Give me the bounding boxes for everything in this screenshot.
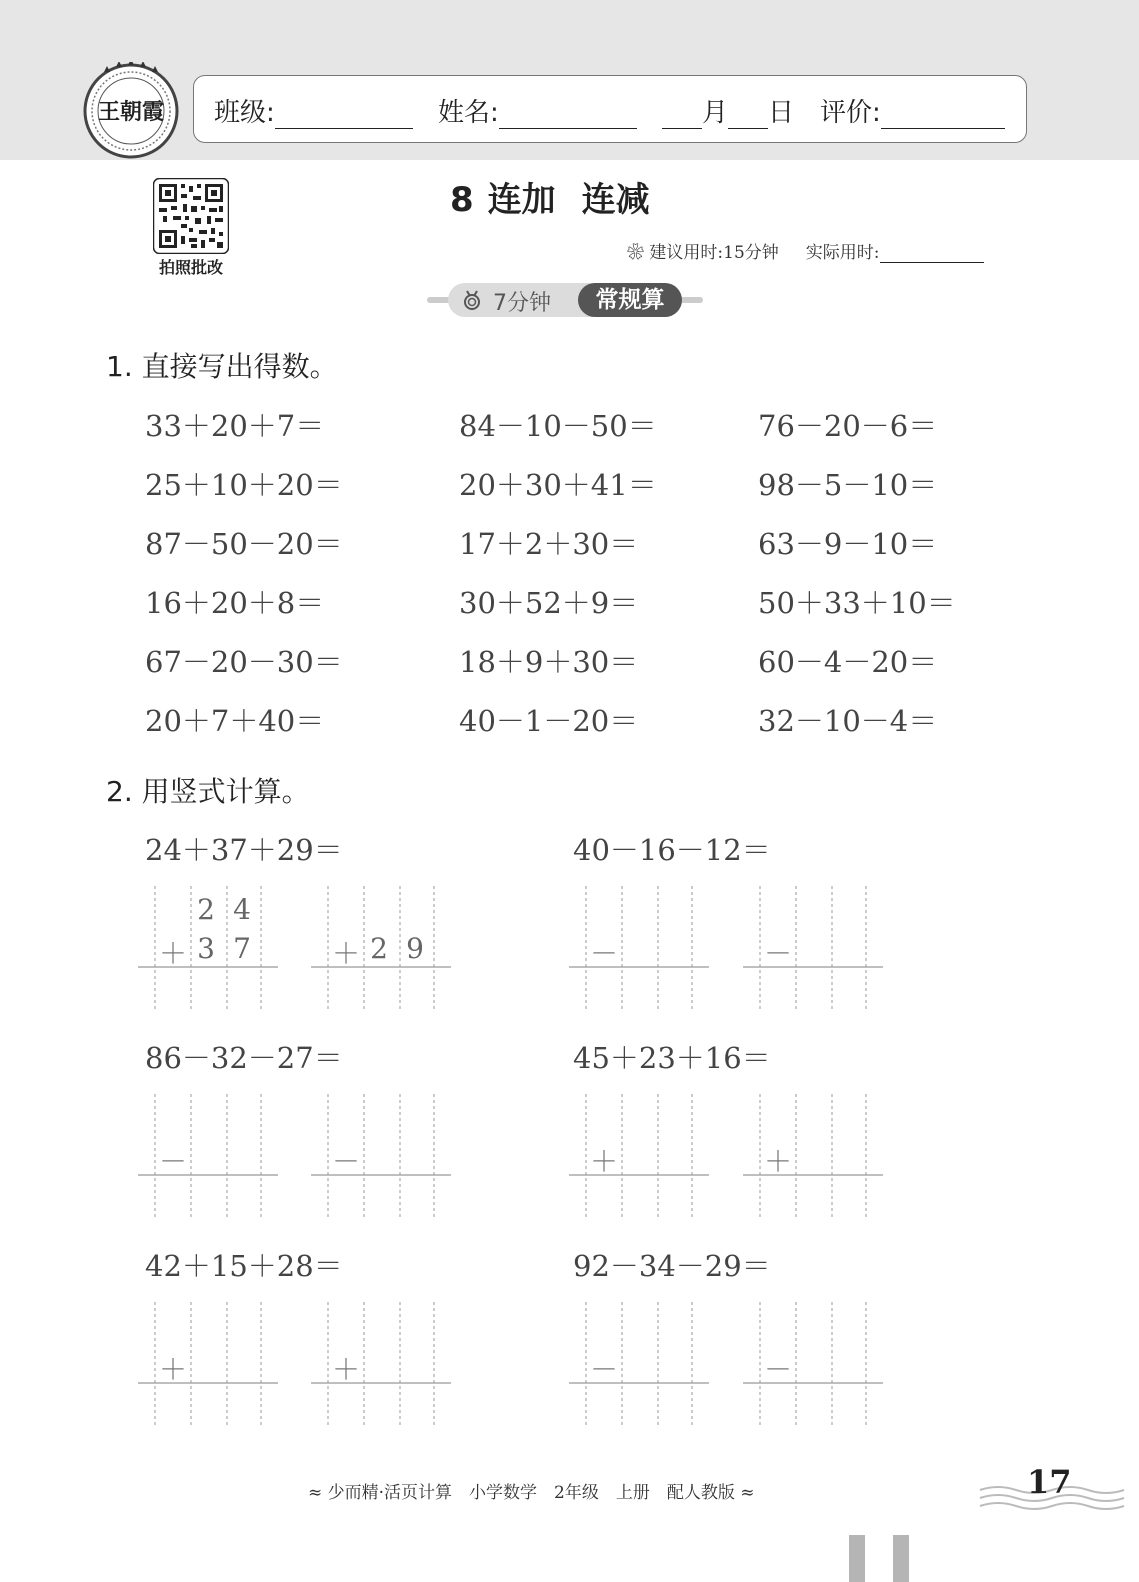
flower-icon: ❀ [627, 243, 644, 263]
edge-tab [849, 1535, 865, 1582]
vertical-problem-expression: 86－32－27＝ [145, 1041, 343, 1075]
oral-equation[interactable]: 76－20－6＝ [758, 409, 938, 443]
actual-time-blank[interactable] [880, 242, 984, 263]
oral-equation[interactable]: 60－4－20＝ [758, 645, 938, 679]
oral-equation[interactable]: 20＋30＋41＝ [459, 468, 657, 502]
lesson-title: 8 连加 连减 [450, 180, 650, 220]
vertical-problem-expression: 92－34－29＝ [573, 1249, 771, 1283]
example-digit: 2 [197, 893, 215, 926]
operator-sign: － [589, 1353, 618, 1386]
medal-icon [461, 289, 483, 311]
example-digit: 3 [197, 932, 215, 965]
oral-equation[interactable]: 17＋2＋30＝ [459, 527, 639, 561]
oral-equation[interactable]: 25＋10＋20＝ [145, 468, 343, 502]
question-2-title: 2. 用竖式计算。 [106, 775, 310, 808]
operator-sign: － [763, 937, 792, 970]
vertical-problem-expression: 42＋15＋28＝ [145, 1249, 343, 1283]
badge-time: 7分钟 [493, 291, 551, 316]
example-digit: 4 [233, 893, 251, 926]
vertical-problem-expression: 24＋37＋29＝ [145, 833, 343, 867]
operator-sign: ＋ [158, 1353, 187, 1386]
operator-sign: ＋ [158, 937, 187, 970]
time-suggestion [627, 238, 984, 263]
oral-equation[interactable]: 20＋7＋40＝ [145, 704, 325, 738]
date-field[interactable]: 月 日 [662, 92, 794, 129]
example-digit: 9 [406, 932, 424, 965]
operator-sign: ＋ [589, 1145, 618, 1178]
oral-equation[interactable]: 84－10－50＝ [459, 409, 657, 443]
badge-label: 常规算 [578, 283, 682, 317]
qr-label: 拍照批改 [158, 258, 223, 277]
oral-equation[interactable]: 87－50－20＝ [145, 527, 343, 561]
operator-sign: ＋ [331, 937, 360, 970]
qr-code-icon[interactable] [153, 178, 229, 254]
operator-sign: － [331, 1145, 360, 1178]
oral-equation[interactable]: 18＋9＋30＝ [459, 645, 639, 679]
operator-sign: － [158, 1145, 187, 1178]
oral-equation[interactable]: 32－10－4＝ [758, 704, 938, 738]
question-1-title: 1. 直接写出得数。 [106, 350, 338, 383]
edge-tab [893, 1535, 909, 1582]
oral-equation[interactable]: 16＋20＋8＝ [145, 586, 325, 620]
student-info-box [193, 75, 1027, 143]
example-digit: 7 [233, 932, 251, 965]
vertical-problem-expression: 40－16－12＝ [573, 833, 771, 867]
name-field[interactable]: 姓名: [438, 92, 637, 129]
actual-time-label: 实际用时: [805, 243, 880, 263]
footer-series: ≈ 少而精·活页计算 小学数学 2年级 上册 配人教版 ≈ [308, 1483, 755, 1503]
evaluation-field[interactable]: 评价: [820, 92, 1005, 129]
oral-equation[interactable]: 30＋52＋9＝ [459, 586, 639, 620]
operator-sign: ＋ [763, 1145, 792, 1178]
suggested-time: 建议用时:15分钟 [649, 243, 779, 263]
operator-sign: － [763, 1353, 792, 1386]
oral-equation[interactable]: 67－20－30＝ [145, 645, 343, 679]
example-digit: 2 [370, 932, 388, 965]
oral-equation[interactable]: 33＋20＋7＝ [145, 409, 325, 443]
class-field[interactable]: 班级: [214, 92, 413, 129]
logo-text: 王朝霞 [97, 99, 165, 125]
vertical-problem-expression: 45＋23＋16＝ [573, 1041, 771, 1075]
page-number: 17 [1027, 1463, 1072, 1501]
oral-equation[interactable]: 63－9－10＝ [758, 527, 938, 561]
operator-sign: ＋ [331, 1353, 360, 1386]
oral-equation[interactable]: 40－1－20＝ [459, 704, 639, 738]
oral-equation[interactable]: 98－5－10＝ [758, 468, 938, 502]
brand-logo [82, 62, 180, 160]
oral-equation[interactable]: 50＋33＋10＝ [758, 586, 956, 620]
operator-sign: － [589, 937, 618, 970]
